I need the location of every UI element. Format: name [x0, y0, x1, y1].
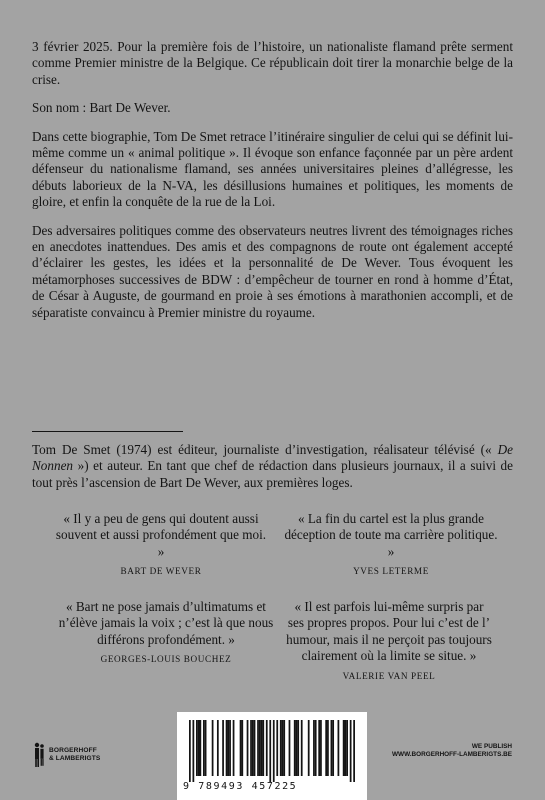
barcode-bar — [198, 720, 200, 776]
blurb-paragraph-name: Son nom : Bart De Wever. — [32, 100, 171, 116]
barcode-bar — [233, 720, 235, 776]
quote-author: VALERIE VAN PEEL — [342, 670, 436, 681]
quote-author: BART DE WEVER — [120, 566, 202, 577]
isbn-number: 9 789493 457225 — [183, 781, 298, 792]
barcode-bar — [205, 720, 207, 776]
quote-text: « Bart ne pose jamais d’ultimatums et n’élève jamais la voix ; c’est là que nous différons profondément. » — [58, 599, 274, 647]
quote-3 — [48, 599, 284, 668]
publisher-name-line-1: BORGERHOFF — [49, 747, 97, 754]
barcode-bar — [345, 720, 347, 776]
barcode-bar — [241, 720, 243, 776]
quote-1 — [54, 511, 268, 580]
barcode-bar — [227, 720, 229, 776]
blurb-paragraph-biography: Dans cette biographie, Tom De Smet retrace l’itinéraire singulier de celui qui se définit lui-même comme un « animal politique ». Il évoque son enfance façonnée par un père ardent défenseur du nationalisme flamand, ses années universitaires pleines d’allégresse, les débuts laborieux de la N-VA, les désillusions humaines et politiques, les moments de gloire, et enfin la conquête de la rue de la Loi. — [32, 128, 513, 210]
isbn-barcode — [177, 712, 367, 800]
barcode-bar — [276, 720, 278, 776]
barcode-bar — [294, 720, 296, 776]
publisher-figure-icon — [33, 742, 45, 768]
barcode-bar — [331, 720, 333, 776]
publisher-logo — [33, 740, 153, 770]
publisher-name — [49, 747, 100, 763]
quote-author: GEORGES-LOUIS BOUCHEZ — [100, 654, 232, 665]
blurb-paragraph-intro: 3 février 2025. Pour la première fois de l’histoire, un nationaliste flamand prête serment comme Premier ministre de la Belgique. Ce républicain doit tirer la monarchie belge de la crise. — [32, 39, 513, 87]
quote-author: YVES LETERME — [353, 566, 429, 577]
barcode-bar — [282, 720, 284, 776]
barcode-bar — [343, 720, 345, 776]
barcode-bar — [226, 720, 228, 776]
barcode-bar — [297, 720, 299, 776]
barcode-bar — [318, 720, 320, 776]
publisher-url: WWW.BORGERHOFF-LAMBERIGTS.BE — [392, 751, 512, 758]
barcode-bar — [350, 720, 352, 782]
barcode-bar — [199, 720, 201, 776]
barcode-bar — [252, 720, 254, 776]
barcode-bar — [346, 720, 348, 776]
barcode-bars — [189, 720, 355, 782]
publisher-name-line-2: & LAMBERIGTS — [49, 755, 101, 762]
barcode-bar — [327, 720, 329, 776]
barcode-bar — [250, 720, 252, 776]
barcode-bar — [296, 720, 298, 776]
barcode-bar — [259, 720, 261, 776]
blurb-paragraph-testimonies: Des adversaires politiques comme des observateurs neutres livrent des témoignages riches en anecdotes inattendues. Des amis et des compagnons de route ont également accepté d’éclairer les gestes, les idées et la personnalité de De Wever. Tous évoquent les métamorphoses successives de BDW : d’empêcheur de tourner en rond à homme d’État, de César à Auguste, de gourmand en proie à ses émotions à marathonien accompli, et de séparatiste convaincu à Premier ministre du royaume. — [32, 222, 513, 320]
barcode-bar — [280, 720, 282, 776]
barcode-bar — [222, 720, 224, 776]
publisher-contact — [392, 743, 512, 759]
barcode-bar — [189, 720, 191, 782]
barcode-bar — [266, 720, 268, 776]
barcode-bar — [261, 720, 263, 776]
author-bio-start: Tom De Smet (1974) est éditeur, journaliste d’investigation, réalisateur télévisé (« — [32, 442, 492, 457]
barcode-bar — [315, 720, 317, 776]
barcode-bar — [289, 720, 291, 776]
author-bio-end: ») et auteur. En tant que chef de rédaction dans plusieurs journaux, il a suivi de tout près l’ascension de Bart De Wever, aux premières loges. — [32, 458, 514, 490]
barcode-bar — [217, 720, 219, 776]
barcode-bar — [338, 720, 340, 776]
barcode-bar — [262, 720, 264, 776]
author-bio-series-title: De Nonnen — [32, 442, 514, 474]
barcode-bar — [308, 720, 310, 776]
barcode-bar — [257, 720, 259, 776]
quote-2 — [282, 511, 500, 580]
barcode-bar — [325, 720, 327, 776]
quote-text: « Il est parfois lui-même surpris par ses propres propos. Pour lui c’est de l’ humour, mais il ne perçoit pas toujours clairement où la limite se situe. » — [286, 599, 492, 664]
barcode-bar — [313, 720, 315, 776]
barcode-bar — [229, 720, 231, 776]
barcode-bar — [240, 720, 242, 776]
barcode-bar — [212, 720, 214, 776]
barcode-bar — [283, 720, 285, 776]
blurb — [32, 39, 513, 333]
divider-rule — [32, 431, 183, 432]
barcode-bar — [301, 720, 303, 776]
barcode-bar — [353, 720, 355, 782]
barcode-bar — [192, 720, 194, 782]
barcode-bar — [269, 720, 271, 782]
barcode-bar — [203, 720, 205, 776]
barcode-bar — [247, 720, 249, 776]
quote-4 — [286, 599, 492, 684]
quote-text: « Il y a peu de gens qui doutent aussi souvent et aussi profondément que moi. » — [55, 511, 267, 559]
barcode-bar — [332, 720, 334, 776]
quote-text: « La fin du cartel est la plus grande déception de toute ma carrière politique. » — [284, 511, 498, 559]
barcode-bar — [196, 720, 198, 776]
author-bio — [32, 442, 513, 491]
publisher-tagline: WE PUBLISH — [471, 743, 512, 750]
barcode-bar — [320, 720, 322, 776]
barcode-bar — [254, 720, 256, 776]
barcode-bar — [273, 720, 275, 782]
